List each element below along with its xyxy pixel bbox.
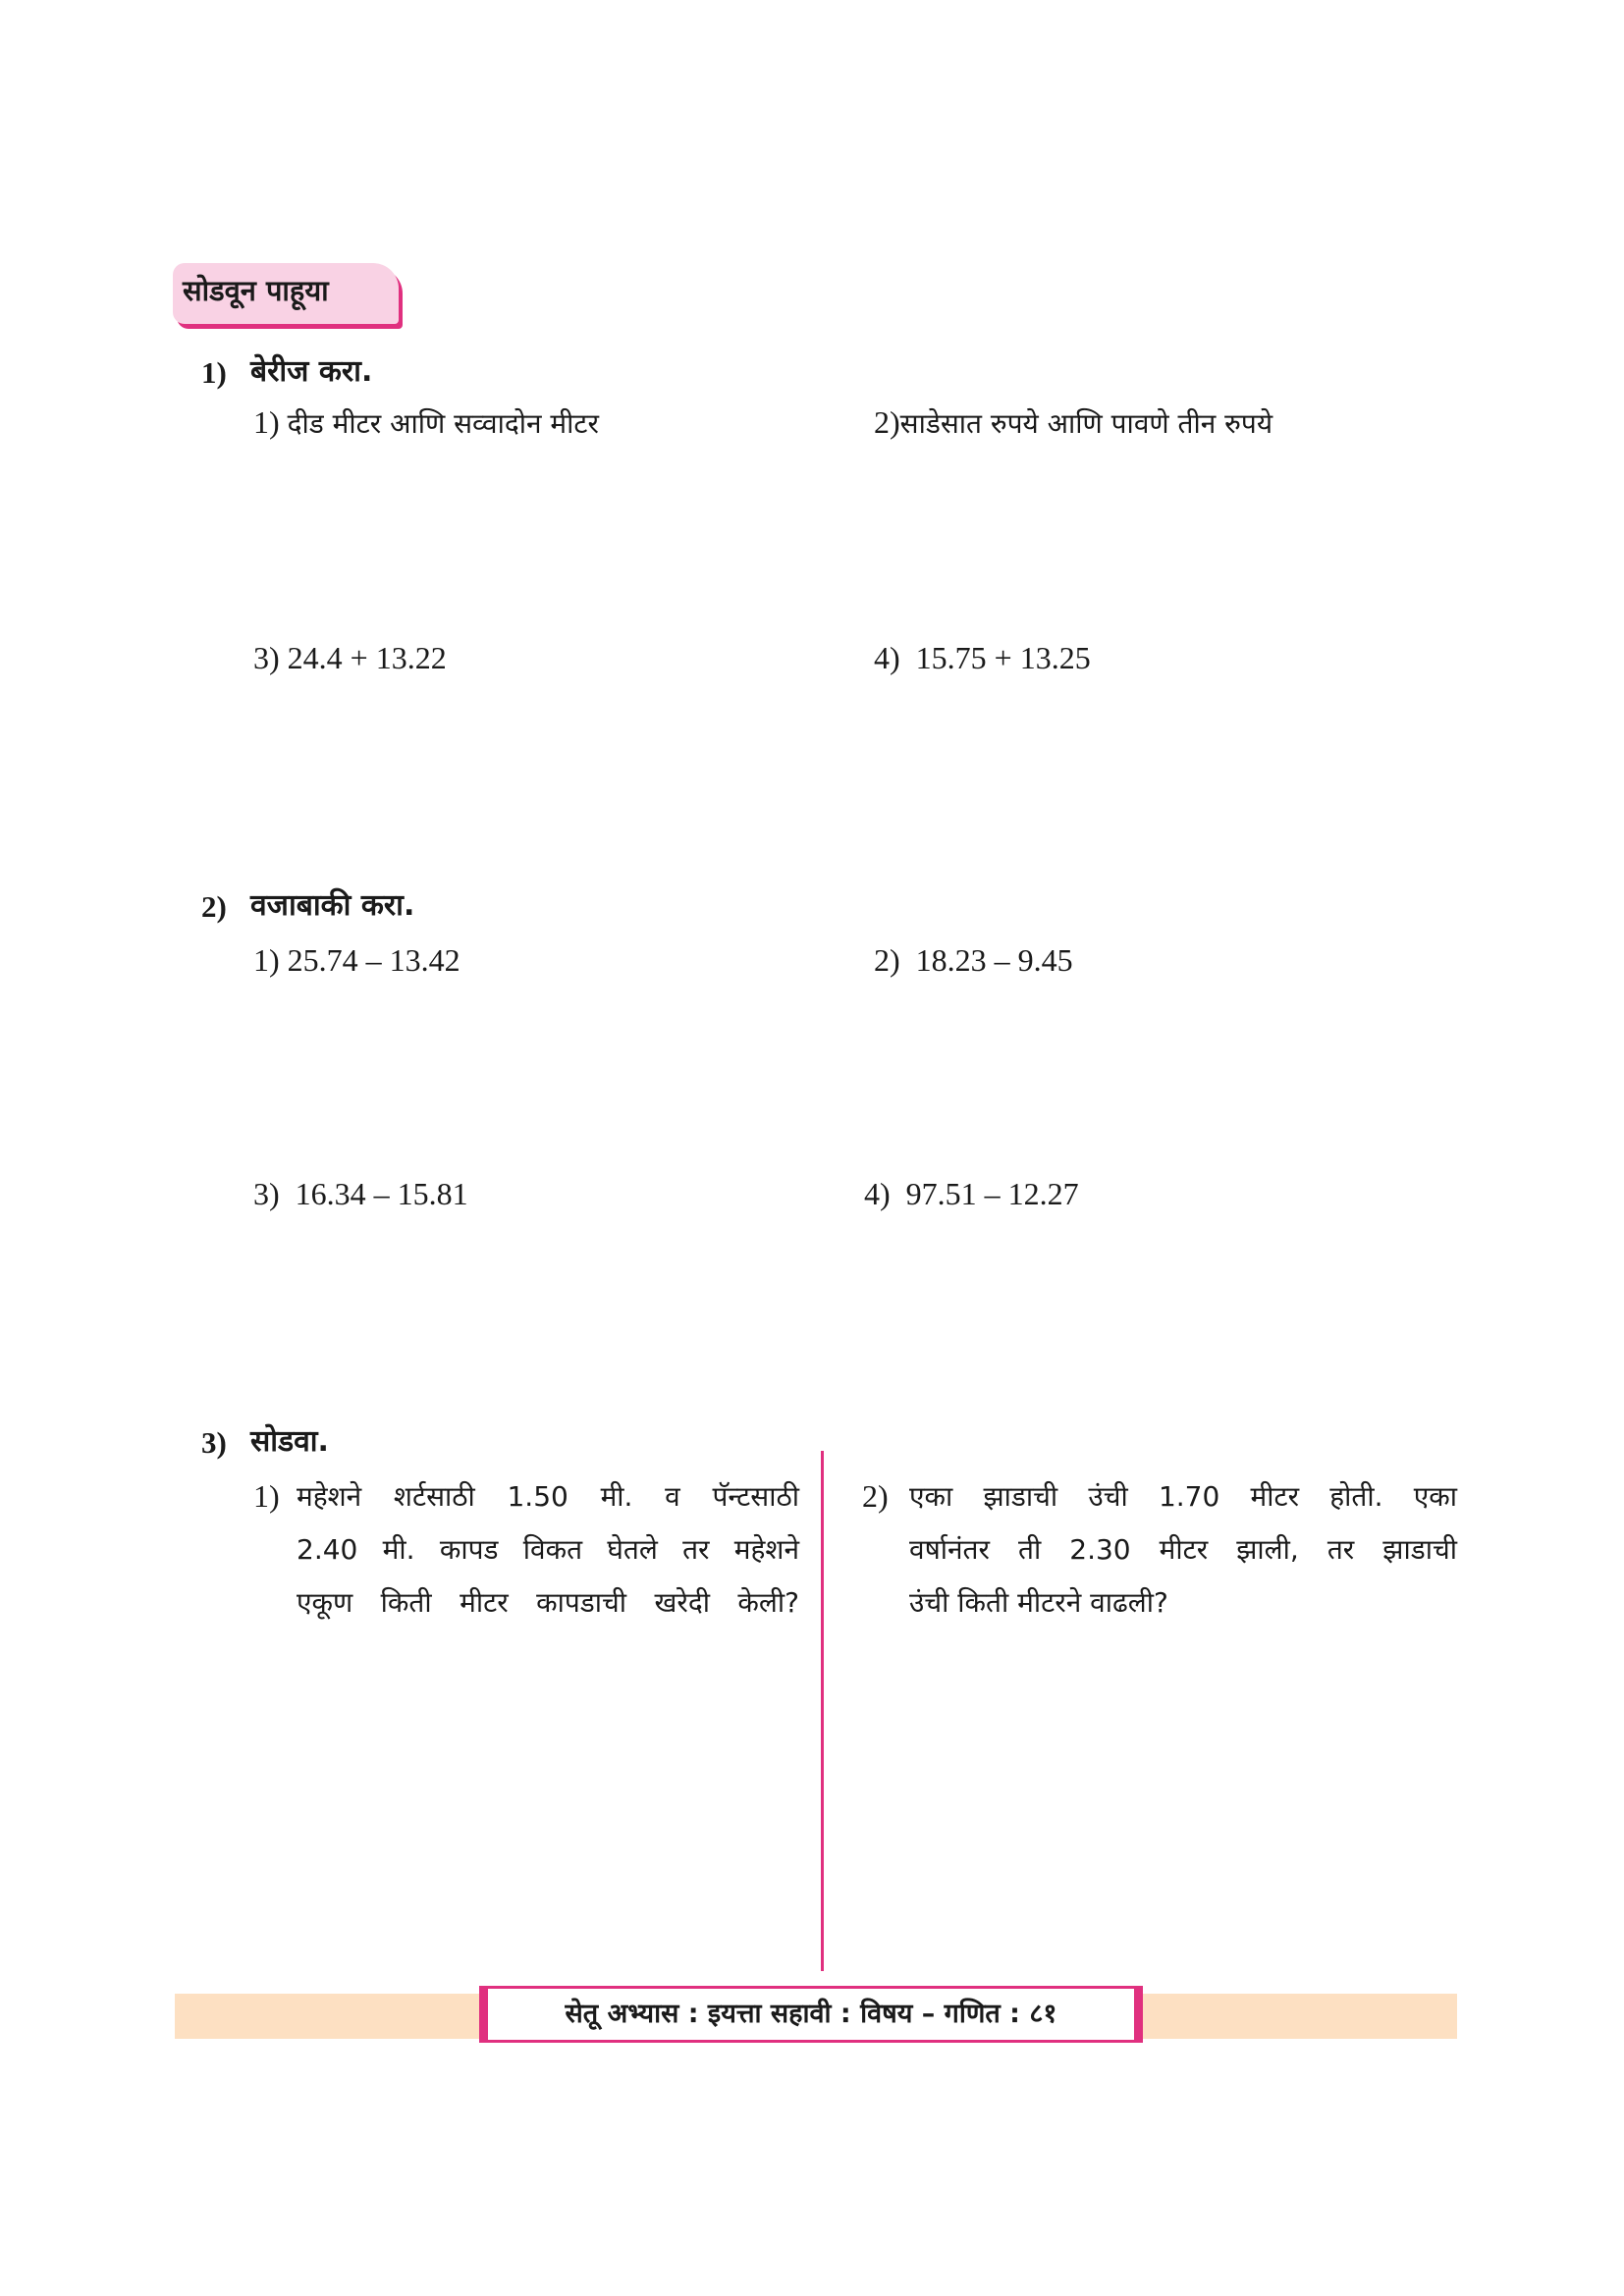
q2-item-4-num: 4): [864, 1176, 891, 1211]
q2-item-3-num: 3): [253, 1176, 280, 1211]
q2-item-1-num: 1): [253, 942, 280, 978]
q2-item-3-text: 16.34 – 15.81: [295, 1176, 468, 1211]
q1-item-1-text: दीड मीटर आणि सव्वादोन मीटर: [287, 407, 599, 440]
q1-item-3: [253, 640, 447, 676]
q1-title: बेरीज करा.: [250, 354, 373, 389]
q1-item-4-num: 4): [874, 640, 900, 675]
q3-title: सोडवा.: [250, 1424, 329, 1459]
q1-item-3-text: 24.4 + 13.22: [287, 640, 447, 675]
q2-title: वजाबाकी करा.: [250, 888, 415, 923]
q3-problem-2-line-2: वर्षानंतर ती 2.30 मीटर झाली, तर झाडाची: [909, 1533, 1457, 1566]
q2-item-4-text: 97.51 – 12.27: [905, 1176, 1079, 1211]
q1-item-3-num: 3): [253, 640, 280, 675]
q3-problem-2-line-1: एका झाडाची उंची 1.70 मीटर होती. एका: [909, 1480, 1457, 1513]
q2-item-2: [874, 942, 1073, 979]
column-divider: [821, 1451, 824, 1971]
q3-problem-1: [297, 1470, 799, 1629]
q2-item-4: [864, 1176, 1079, 1212]
q3-problem-2: [909, 1470, 1457, 1629]
footer-title: सेतू अभ्यास : इयत्ता सहावी : विषय – गणित : ८१: [565, 1999, 1057, 2029]
q3-number: 3): [201, 1425, 227, 1460]
q1-item-4: [874, 640, 1091, 676]
q3-problem-1-num: 1): [253, 1478, 280, 1514]
q3-problem-1-line-1: महेशने शर्टसाठी 1.50 मी. व पॅन्टसाठी: [297, 1480, 799, 1513]
q2-item-2-num: 2): [874, 942, 900, 978]
q3-problem-2-line-3: उंची किती मीटरने वाढली?: [909, 1586, 1168, 1619]
q1-item-4-text: 15.75 + 13.25: [915, 640, 1091, 675]
q1-item-1: [253, 404, 599, 442]
q2-item-2-text: 18.23 – 9.45: [915, 942, 1073, 978]
q1-number: 1): [201, 355, 227, 390]
q2-item-1: [253, 942, 460, 979]
q1-item-2-text: साडेसात रुपये आणि पावणे तीन रुपये: [899, 407, 1273, 440]
q2-number: 2): [201, 889, 227, 924]
q3-problem-1-line-2: 2.40 मी. कापड विकत घेतले तर महेशने: [297, 1533, 799, 1566]
q1-item-2: [874, 404, 1272, 442]
q2-item-1-text: 25.74 – 13.42: [287, 942, 460, 978]
q1-item-2-num: 2): [874, 404, 900, 440]
q3-problem-2-num: 2): [862, 1478, 889, 1514]
q2-item-3: [253, 1176, 468, 1212]
q1-item-1-num: 1): [253, 404, 280, 440]
section-heading: सोडवून पाहूया: [183, 274, 329, 307]
q3-problem-1-line-3: एकूण किती मीटर कापडाची खरेदी केली?: [297, 1586, 799, 1619]
